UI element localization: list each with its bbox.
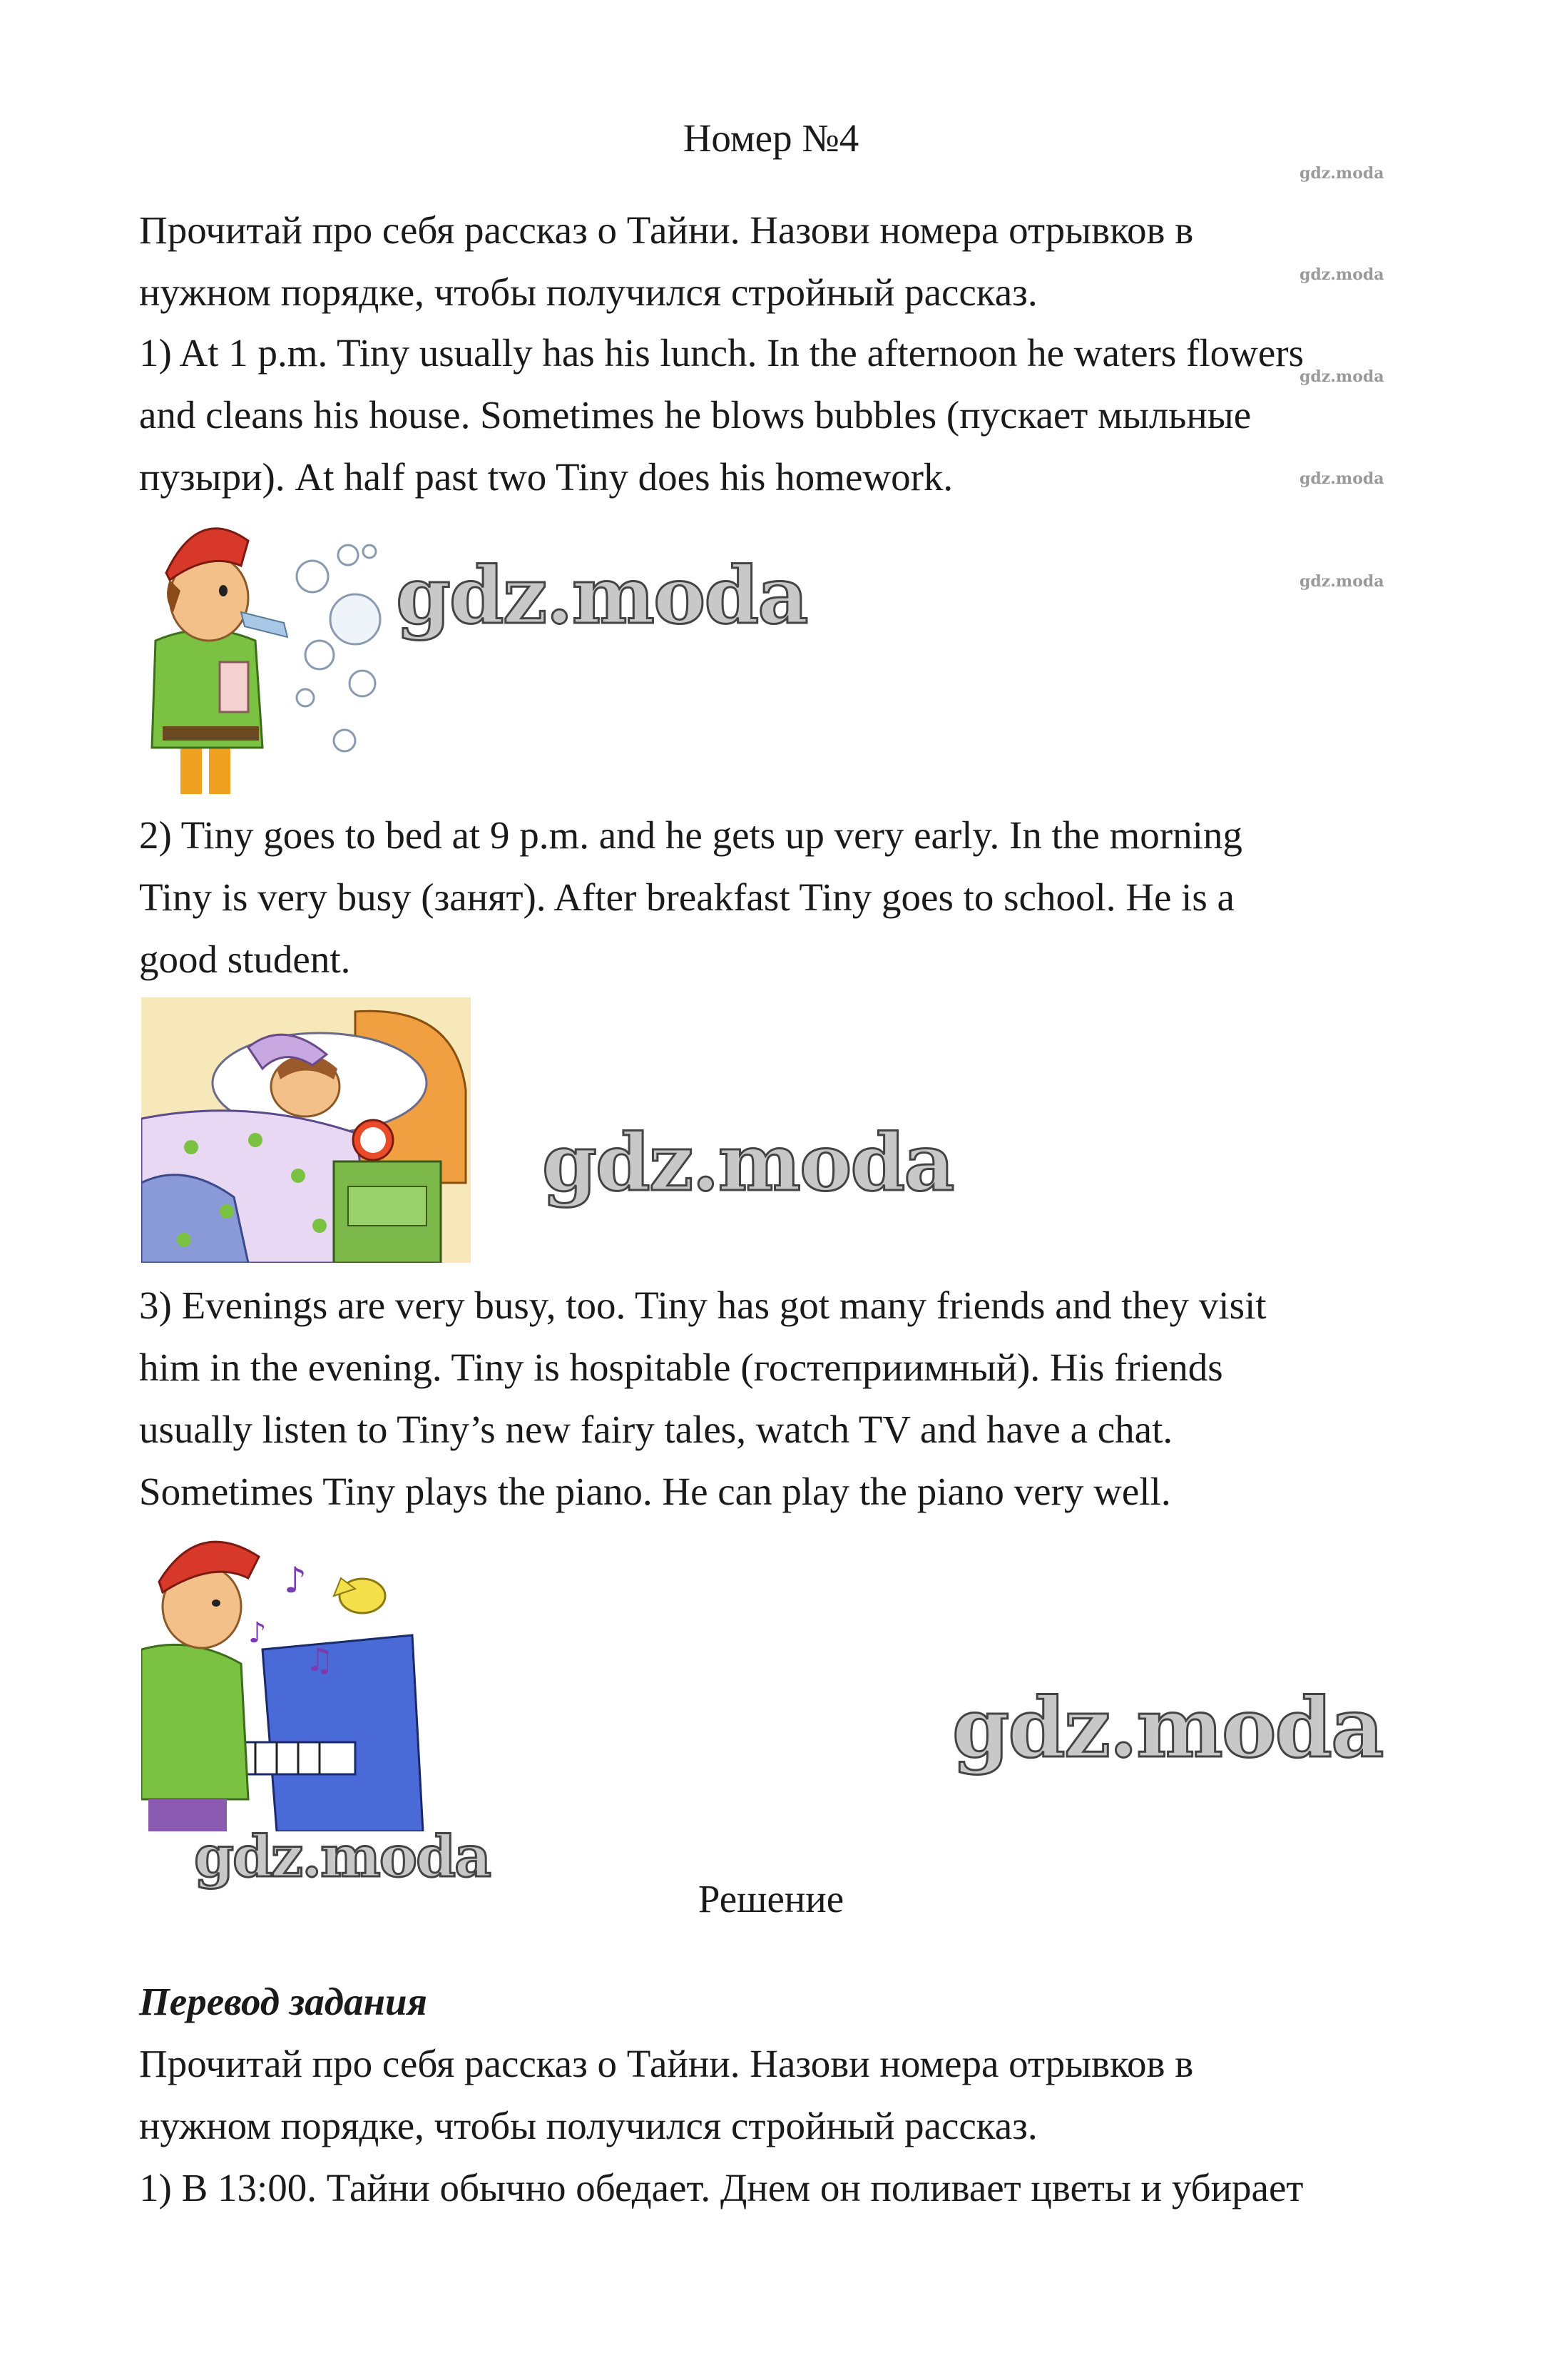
watermark-large: gdz.moda bbox=[542, 1117, 954, 1209]
passage-2-line-2: Tiny is very busy (занят). After breakfast Tiny goes to school. He is a bbox=[139, 875, 1235, 919]
svg-text:♫: ♫ bbox=[305, 1641, 335, 1679]
illustration-tiny-in-bed bbox=[141, 997, 471, 1263]
passage-3-line-3: usually listen to Tiny’s new fairy tales, watch TV and have a chat. bbox=[139, 1408, 1173, 1451]
watermark-large: gdz.moda bbox=[952, 1680, 1383, 1776]
solution-label: Решение bbox=[698, 1877, 844, 1921]
watermark-small: gdz.moda bbox=[1300, 367, 1384, 386]
svg-text:♪: ♪ bbox=[248, 1617, 267, 1649]
passage-1-line-3: пузыри). At half past two Tiny does his homework. bbox=[139, 455, 954, 499]
watermark-small: gdz.moda bbox=[1300, 164, 1384, 183]
passage-2-line-3: good student. bbox=[139, 937, 351, 981]
translation-line-1: Прочитай про себя рассказ о Тайни. Назови номера отрывков в bbox=[139, 2042, 1194, 2085]
illustration-tiny-piano bbox=[141, 1528, 427, 1831]
passage-1-line-1: 1) At 1 p.m. Tiny usually has his lunch. In the afternoon he waters flowers bbox=[139, 331, 1304, 375]
svg-text:♪: ♪ bbox=[284, 1560, 307, 1601]
watermark-large: gdz.moda bbox=[194, 1823, 490, 1890]
passage-1-line-2: and cleans his house. Sometimes he blows bubbles (пускает мыльные bbox=[139, 393, 1252, 437]
passage-3-line-2: him in the evening. Tiny is hospitable (гостеприимный). His friends bbox=[139, 1346, 1223, 1389]
watermark-small: gdz.moda bbox=[1300, 265, 1384, 284]
watermark-small: gdz.moda bbox=[1300, 572, 1384, 591]
task-line-2: нужном порядке, чтобы получился стройный рассказ. bbox=[139, 270, 1038, 314]
watermark-large: gdz.moda bbox=[396, 549, 807, 641]
translation-line-3: 1) В 13:00. Тайни обычно обедает. Днем он поливает цветы и убирает bbox=[139, 2166, 1304, 2209]
task-line-1: Прочитай про себя рассказ о Тайни. Назови номера отрывков в bbox=[139, 208, 1194, 252]
passage-3-line-1: 3) Evenings are very busy, too. Tiny has got many friends and they visit bbox=[139, 1283, 1267, 1327]
illustration-tiny-bubbles bbox=[141, 512, 397, 794]
page-title: Номер №4 bbox=[683, 116, 859, 160]
translation-line-2: нужном порядке, чтобы получился стройный рассказ. bbox=[139, 2104, 1038, 2147]
passage-2-line-1: 2) Tiny goes to bed at 9 p.m. and he gets up very early. In the morning bbox=[139, 813, 1242, 857]
translation-heading: Перевод задания bbox=[139, 1980, 427, 2023]
passage-3-line-4: Sometimes Tiny plays the piano. He can play the piano very well. bbox=[139, 1470, 1171, 1513]
watermark-small: gdz.moda bbox=[1300, 469, 1384, 488]
